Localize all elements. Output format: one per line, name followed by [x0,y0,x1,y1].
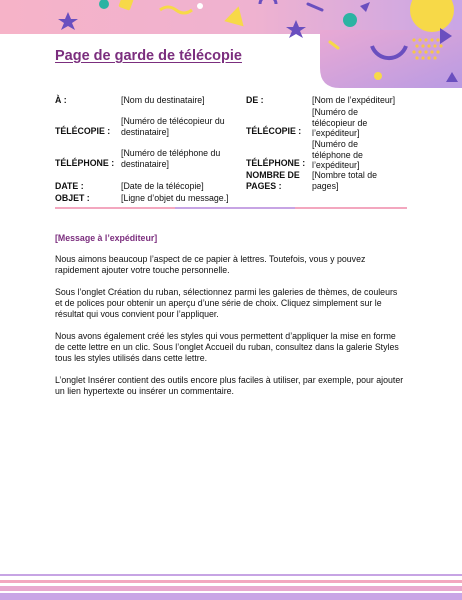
fax-to-label: TÉLÉCOPIE : [55,126,111,136]
section-divider [55,207,407,209]
message-title: [Message à l’expéditeur] [55,233,158,243]
from-value: [Nom de l’expéditeur] [312,95,396,105]
from-label: DE : [246,95,264,105]
phone-from-value: [Numéro de téléphone de l’expéditeur] [312,139,363,170]
fax-to-value: [Numéro de télécopieur du destinataire] [121,116,225,137]
subject-label: OBJET : [55,193,90,203]
to-value: [Nom du destinataire] [121,95,205,105]
date-label: DATE : [55,181,84,191]
fax-from-value: [Numéro de télécopieur de l’expéditeur] [312,107,368,138]
message-paragraph: Nous aimons beaucoup l’aspect de ce papier à lettres. Toutefois, vous y pouvez rapidement ajouter votre touche personnelle. [55,254,366,275]
message-paragraph: Nous avons également créé les styles qui vous permettent d’appliquer la mise en forme de cette lettre en un clic. Sous l’onglet Accueil du ruban, consultez dans la galerie Styles tous les styles utilisés dans cette lettre. [55,331,399,363]
fax-from-label: TÉLÉCOPIE : [246,126,302,136]
message-paragraph: Sous l’onglet Création du ruban, sélectionnez parmi les galeries de thèmes, de couleurs et de polices pour obtenir un aperçu d’une série de choix. Cliquez simplement sur le résultat qui vous convient pour l’appliquer. [55,287,398,319]
footer-stripes [0,574,462,600]
pages-value: [Nombre total de pages] [312,170,378,191]
phone-from-label: TÉLÉPHONE : [246,158,306,168]
phone-to-value: [Numéro de téléphone du destinataire] [121,148,221,169]
fax-fields [0,0,462,210]
subject-value: [Ligne d’objet du message.] [121,193,229,203]
pages-label: NOMBRE DE PAGES : [246,170,300,191]
message-paragraph: L’onglet Insérer contient des outils encore plus faciles à utiliser, par exemple, pour ajouter un lien hypertexte ou insérer un commentaire. [55,375,404,396]
date-value: [Date de la télécopie] [121,181,204,191]
page-title: Page de garde de télécopie [55,48,242,64]
phone-to-label: TÉLÉPHONE : [55,158,115,168]
to-label: À : [55,95,67,105]
